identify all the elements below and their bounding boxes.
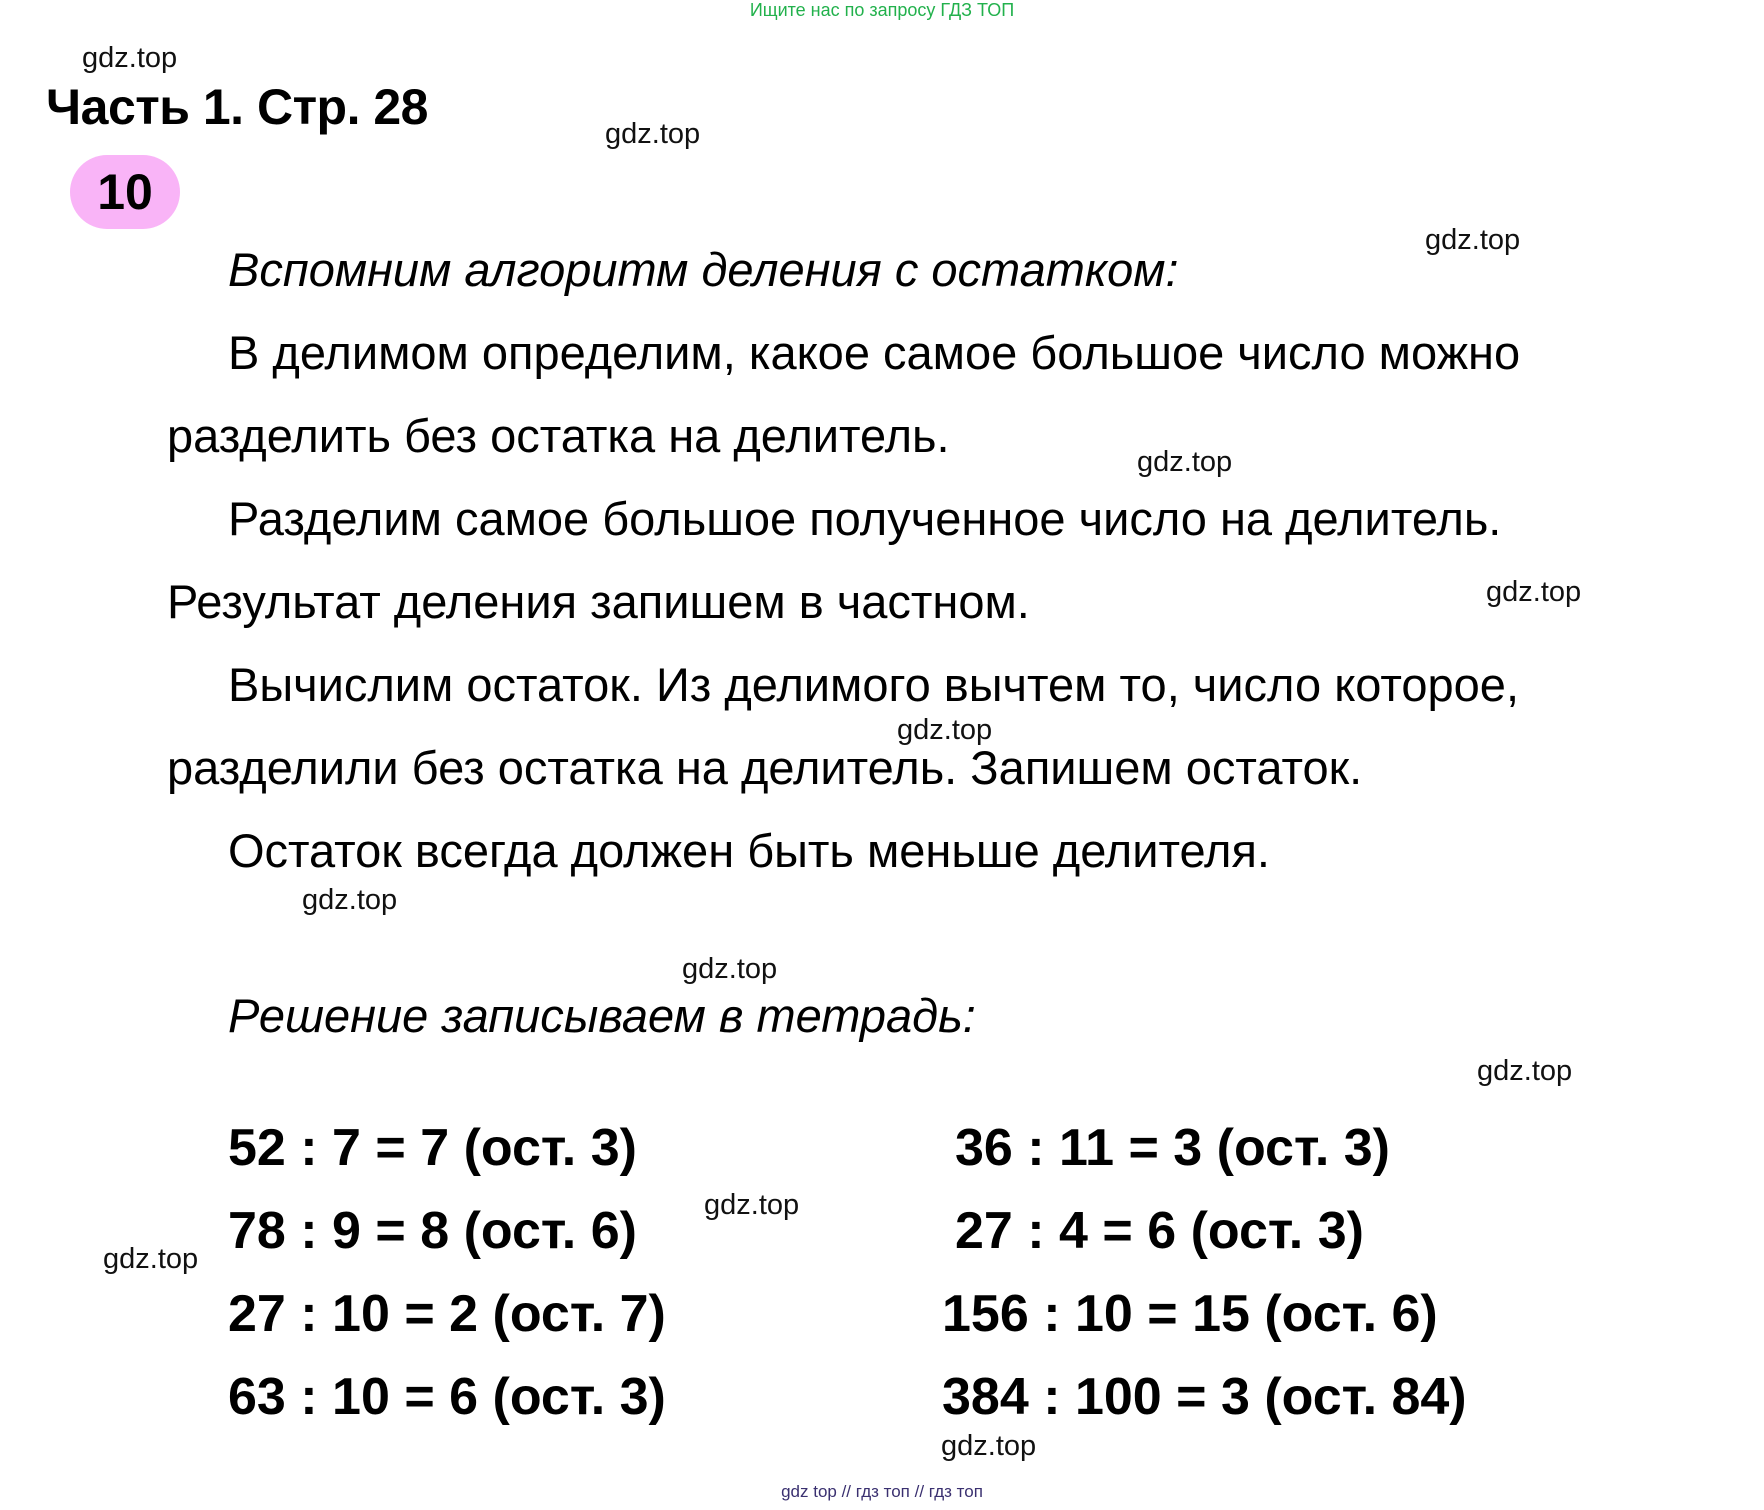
intro-text: Вспомним алгоритм деления с остатком: <box>228 243 1179 296</box>
watermark: gdz.top <box>1137 446 1233 478</box>
watermark: gdz.top <box>82 42 178 74</box>
solution-label: Решение записываем в тетрадь: <box>228 989 976 1042</box>
watermark: gdz.top <box>682 953 778 985</box>
watermark: gdz.top <box>1425 224 1521 256</box>
paragraph-line: разделили без остатка на делитель. Запишем остаток. <box>167 741 1363 794</box>
paragraph-line: Результат деления запишем в частном. <box>167 575 1030 628</box>
watermark: gdz.top <box>103 1243 199 1275</box>
watermark: gdz.top <box>897 714 993 746</box>
watermark: gdz.top <box>1477 1055 1573 1087</box>
task-number-badge <box>70 155 180 229</box>
equation-right: 27 : 4 = 6 (ост. 3) <box>955 1202 1364 1260</box>
task-number: 10 <box>97 164 153 220</box>
equation-left: 27 : 10 = 2 (ост. 7) <box>228 1285 666 1343</box>
equation-left: 52 : 7 = 7 (ост. 3) <box>228 1119 637 1177</box>
paragraph-line: Остаток всегда должен быть меньше делителя. <box>228 824 1270 877</box>
watermark: gdz.top <box>1486 576 1582 608</box>
watermark: gdz.top <box>704 1189 800 1221</box>
equation-right: 384 : 100 = 3 (ост. 84) <box>942 1368 1467 1426</box>
watermark: gdz.top <box>605 118 701 150</box>
equation-right: 36 : 11 = 3 (ост. 3) <box>955 1119 1390 1177</box>
watermark: gdz.top <box>941 1430 1037 1462</box>
watermark: gdz.top <box>302 884 398 916</box>
footer-watermark: gdz top // гдз топ // гдз топ <box>781 1482 983 1501</box>
page-title: Часть 1. Стр. 28 <box>46 79 428 135</box>
paragraph-line: Разделим самое большое полученное число на делитель. <box>228 492 1502 545</box>
equation-left: 78 : 9 = 8 (ост. 6) <box>228 1202 637 1260</box>
paragraph-line: В делимом определим, какое самое большое число можно <box>228 326 1521 379</box>
equation-left: 63 : 10 = 6 (ост. 3) <box>228 1368 666 1426</box>
paragraph-line: разделить без остатка на делитель. <box>167 409 950 462</box>
top-banner: Ищите нас по запросу ГДЗ ТОП <box>749 0 1015 20</box>
paragraph-line: Вычислим остаток. Из делимого вычтем то, число которое, <box>228 658 1520 711</box>
equation-right: 156 : 10 = 15 (ост. 6) <box>942 1285 1438 1343</box>
